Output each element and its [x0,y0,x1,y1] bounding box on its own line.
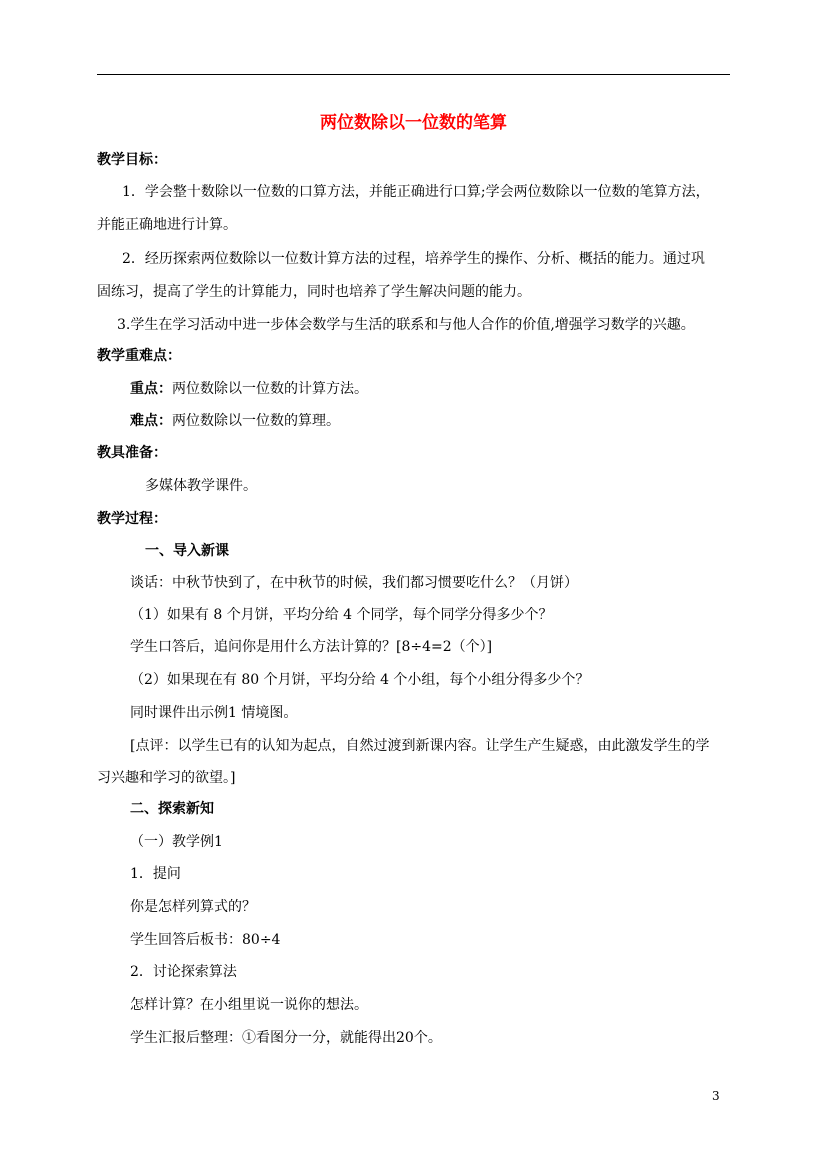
materials-text: 多媒体教学课件。 [145,478,257,494]
goal-item-3: 3.学生在学习活动中进一步体会数学与生活的联系和与他人合作的价值,增强学习数学的兴趣。 [117,317,695,333]
key-point-text: 两位数除以一位数的计算方法。 [172,381,368,397]
difficult-point-line [130,411,340,431]
goal-item-1-line-1: 1．学会整十数除以一位数的口算方法，并能正确进行口算;学会两位数除以一位数的笔算方法， [122,184,710,200]
goal-item-1-line-2: 并能正确地进行计算。 [97,217,237,233]
header-rule [97,74,730,75]
difficult-point-text: 两位数除以一位数的算理。 [172,413,340,429]
section-1-line-1: 谈话：中秋节快到了，在中秋节的时候，我们都习惯要吃什么？（月饼） [130,575,578,591]
section-2-line-1: （一）教学例1 [130,834,223,850]
process-heading: 教学过程： [97,511,167,527]
section-2-line-3: 你是怎样列算式的？ [130,899,256,915]
document-title: 两位数除以一位数的笔算 [320,113,507,133]
goals-heading: 教学目标： [97,152,167,168]
section-2-line-5: 2．讨论探索算法 [130,964,237,980]
section-1-line-5: 同时课件出示例1 情境图。 [130,705,298,721]
section-1-heading: 一、导入新课 [145,543,229,559]
section-1-line-3: 学生口答后，追问你是用什么方法计算的？[8÷4=2（个）] [130,639,493,655]
section-2-line-4: 学生回答后板书：80÷4 [130,932,281,948]
goal-item-2-line-2: 固练习，提高了学生的计算能力，同时也培养了学生解决问题的能力。 [97,284,531,300]
section-2-line-7: 学生汇报后整理：①看图分一分，就能得出20个。 [130,1030,442,1046]
goal-item-2-line-1: 2．经历探索两位数除以一位数计算方法的过程，培养学生的操作、分析、概括的能力。通过巩 [122,251,705,267]
section-2-heading: 二、探索新知 [130,801,214,817]
key-point-label: 重点： [130,381,172,397]
key-point-line [130,379,368,399]
section-1-comment-line-1: [点评：以学生已有的认知为起点，自然过渡到新课内容。让学生产生疑惑，由此激发学生的学 [130,738,710,754]
section-1-comment-line-2: 习兴趣和学习的欲望。] [97,770,236,786]
page-number: 3 [712,1089,720,1103]
key-points-heading: 教学重难点： [97,348,181,364]
section-2-line-6: 怎样计算？在小组里说一说你的想法。 [130,997,368,1013]
difficult-point-label: 难点： [130,413,172,429]
section-1-line-2: （1）如果有 8 个月饼，平均分给 4 个同学，每个同学分得多少个？ [130,607,553,623]
section-2-line-2: 1．提问 [130,866,181,882]
materials-heading: 教具准备： [97,445,167,461]
section-1-line-4: （2）如果现在有 80 个月饼，平均分给 4 个小组，每个小组分得多少个？ [130,672,590,688]
